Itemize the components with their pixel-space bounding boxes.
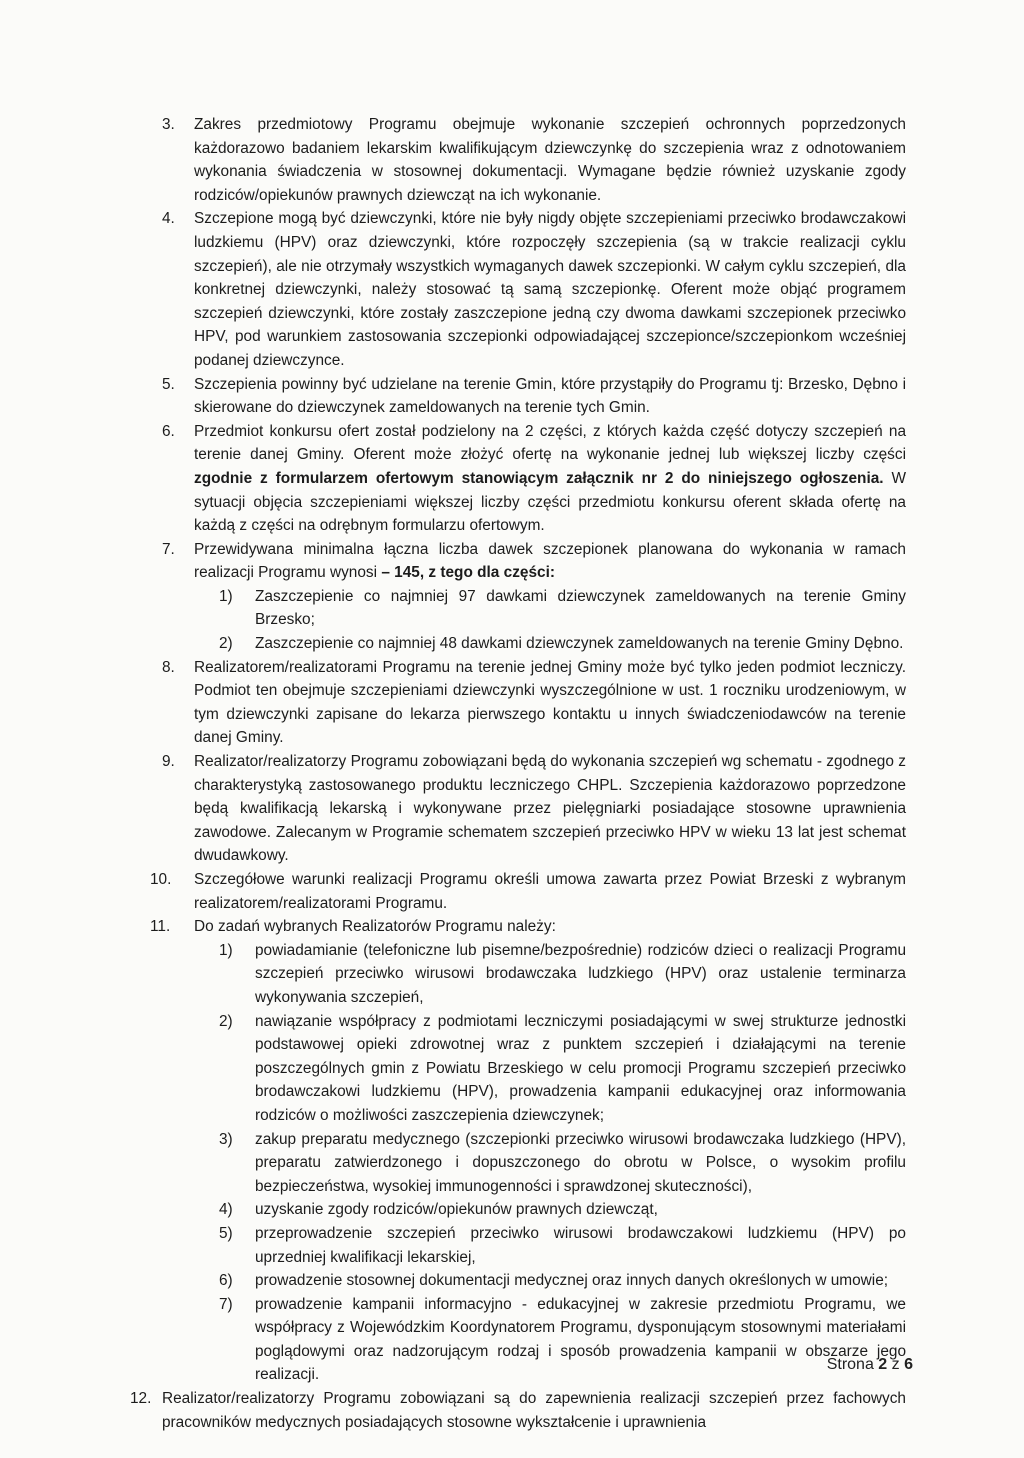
list-item-3 [162,113,906,207]
sub-item [194,1293,906,1387]
item-number: 9. [162,753,175,771]
sub-item-text: uzyskanie zgody rodziców/opiekunów prawnych dziewcząt, [255,1201,658,1219]
sub-item-text: prowadzenie stosownej dokumentacji medycznej oraz innych danych określonych w umowie; [255,1272,889,1290]
sub-item-number: 6) [219,1272,233,1290]
item-number: 8. [162,658,175,676]
list-item-7 [162,538,906,656]
item-text: Szczepione mogą być dziewczynki, które nie były nigdy objęte szczepieniami przeciwko brodawczakowi ludzkiemu (HPV) oraz dziewczynki, które rozpoczęły szczepienia (są w trakcie realizacji cyklu szczepień), ale nie otrzymały wszystkich wymaganych dawek szczepionki. W całym cyklu szczepień, dla konkretnej dziewczynki, należy stosować tą samą szczepionkę. Oferent może objąć programem szczepień dziewczynki, które zostały zaszczepione jedną czy dwoma dawkami szczepionek przeciwko HPV, pod warunkiem zastosowania szczepionki odpowiadającej szczepionce/szczepionkom wcześniej podanej dziewczynce. [194,210,906,369]
item-text: Zakres przedmiotowy Programu obejmuje wykonanie szczepień ochronnych poprzedzonych każdorazowo badaniem lekarskim kwalifikującym dziewczynkę do szczepienia wraz z odnotowaniem wykonania świadczenia w stosownej dokumentacji. Wymagane będzie również uzyskanie zgody rodziców/opiekunów prawnych dziewcząt na ich wykonanie. [194,116,906,204]
item-text: Szczegółowe warunki realizacji Programu określi umowa zawarta przez Powiat Brzeski z wybranym realizatorem/realizatorami Programu. [194,871,906,912]
item-number: 7. [162,540,175,558]
list-item-9 [162,750,906,868]
footer-prefix: Strona [826,1356,879,1373]
sub-item-text: powiadamianie (telefoniczne lub pisemne/bezpośrednie) rodziców dzieci o realizacji Programu szczepień przeciwko wirusowi brodawczaka ludzkiego (HPV) oraz ustalenie terminarza wykonywania szczepień, [255,941,906,1006]
item-text: Do zadań wybranych Realizatorów Programu należy: [194,918,556,936]
item-text-bold: zgodnie z formularzem ofertowym stanowiącym załącznik nr 2 do niniejszego ogłoszenia. [194,469,884,487]
sub-item [194,1222,906,1269]
item-number: 5. [162,375,175,393]
sub-item-text: zakup preparatu medycznego (szczepionki przeciwko wirusowi brodawczaka ludzkiego (HPV), preparatu zatwierdzonego i dopuszczonego do obrotu w Polsce, o wysokim profilu bezpieczeństwa, wysokiej immunogenności i sprawdzonej skuteczności), [255,1130,906,1195]
sub-item-text: Zaszczepienie co najmniej 48 dawkami dziewczynek zameldowanych na terenie Gminy Dębno. [255,635,904,653]
item-text-start: Przewidywana minimalna łączna liczba dawek szczepionek planowana do wykonania w ramach realizacji Programu wynosi [194,540,906,582]
item-number: 10. [150,871,172,888]
sub-item-text: Zaszczepienie co najmniej 97 dawkami dziewczynek zameldowanych na terenie Gminy Brzesko; [255,587,906,629]
sub-item-number: 2) [219,1012,233,1030]
sub-item [194,1269,906,1293]
list-item-6 [162,420,906,538]
item-text-end: W sytuacji objęcia szczepieniami większej liczby części przedmiotu konkursu oferent składa ofertę na każdą z części na odrębnym formularzu ofertowym. [194,469,906,535]
item-number: 12. [130,1390,152,1408]
list-item-5 [162,373,906,420]
sub-item [194,1198,906,1222]
footer-total-pages: 6 [904,1356,913,1373]
item-number: 3. [162,116,175,133]
item-number: 6. [162,422,175,440]
item-text: Realizator/realizatorzy Programu zobowiązani są do zapewnienia realizacji szczepień przez fachowych pracowników medycznych posiadających stosowne wykształcenie i uprawnienia [162,1390,906,1431]
sub-item [194,1010,906,1128]
item-text [194,420,906,538]
item-text [194,538,906,585]
sub-item [194,632,906,656]
item-text-bold: – 145, z tego dla części: [381,564,555,582]
document-body [130,113,906,1434]
item-text: Realizator/realizatorzy Programu zobowiązani będą do wykonania szczepień wg schematu - zgodnego z charakterystyką zastosowanego produktu leczniczego CHPL. Szczepienia każdorazowo poprzedzone będą kwalifikacją lekarską i wykonywane przez pielęgniarki posiadające stosowne uprawnienia zawodowe. Zalecanym w Programie schematem szczepień przeciwko HPV w wieku 13 lat jest schemat dwudawkowy. [194,753,906,865]
sub-item-number: 7) [219,1295,233,1313]
footer-page-number: 2 [878,1356,888,1373]
sub-item-number: 5) [219,1224,233,1242]
item-text-start: Przedmiot konkursu ofert został podzielony na 2 części, z których każda część dotyczy szczepień na terenie danej Gminy. Oferent może złożyć ofertę na wykonanie jednej lub większej liczby części [194,422,906,464]
sub-item-number: 1) [219,941,233,959]
sub-item-text: prowadzenie kampanii informacyjno - edukacyjnej w zakresie przedmiotu Programu, we współpracy z Wojewódzkim Koordynatorem Programu, dysponującym stosownymi materiałami poglądowymi oraz nadzorującym rodzaj i sposób prowadzenia kampanii w obszarze jego realizacji. [255,1295,906,1384]
item-number: 11. [150,918,171,936]
item-text: Realizatorem/realizatorami Programu na terenie jednej Gminy może być tylko jeden podmiot leczniczy. Podmiot ten obejmuje szczepieniami dziewczynki wyszczególnione w ust. 1 roczniku urodzeniowym, w tym dziewczynki zapisane do lekarza pierwszego kontaktu u innych świadczeniodawców na terenie danej Gminy. [194,658,906,747]
list-item-10 [150,868,906,915]
sub-item-text: nawiązanie współpracy z podmiotami leczniczymi posiadającymi w swej strukturze jednostki podstawowej opieki zdrowotnej wraz z punktem szczepień i działającymi na terenie poszczególnych gmin z Powiatu Brzeskiego w celu promocji Programu szczepień przeciwko brodawczakowi ludzkiemu (HPV), prowadzenia kampanii edukacyjnej oraz informowania rodziców o możliwości zaszczepienia dziewczynek; [255,1012,906,1124]
sub-item-text: przeprowadzenie szczepień przeciwko wirusowi brodawczakowi ludzkiemu (HPV) po uprzedniej kwalifikacji lekarskiej, [255,1224,906,1266]
list-item-11 [150,915,906,1387]
sub-item-number: 3) [219,1130,233,1148]
list-item-8 [162,656,906,750]
list-item-4 [162,207,906,372]
page-footer [827,1356,913,1374]
item-text: Szczepienia powinny być udzielane na terenie Gmin, które przystąpiły do Programu tj: Brzesko, Dębno i skierowane do dziewczynek zameldowanych na terenie tych Gmin. [194,375,906,417]
sub-item-number: 2) [219,635,233,653]
footer-separator: z [887,1356,905,1373]
sub-item [194,585,906,632]
sub-item [194,939,906,1010]
sub-item-number: 4) [219,1201,233,1219]
item-number: 4. [162,210,175,228]
sub-item [194,1128,906,1199]
sub-item-number: 1) [219,587,233,605]
list-item-12 [130,1387,906,1434]
